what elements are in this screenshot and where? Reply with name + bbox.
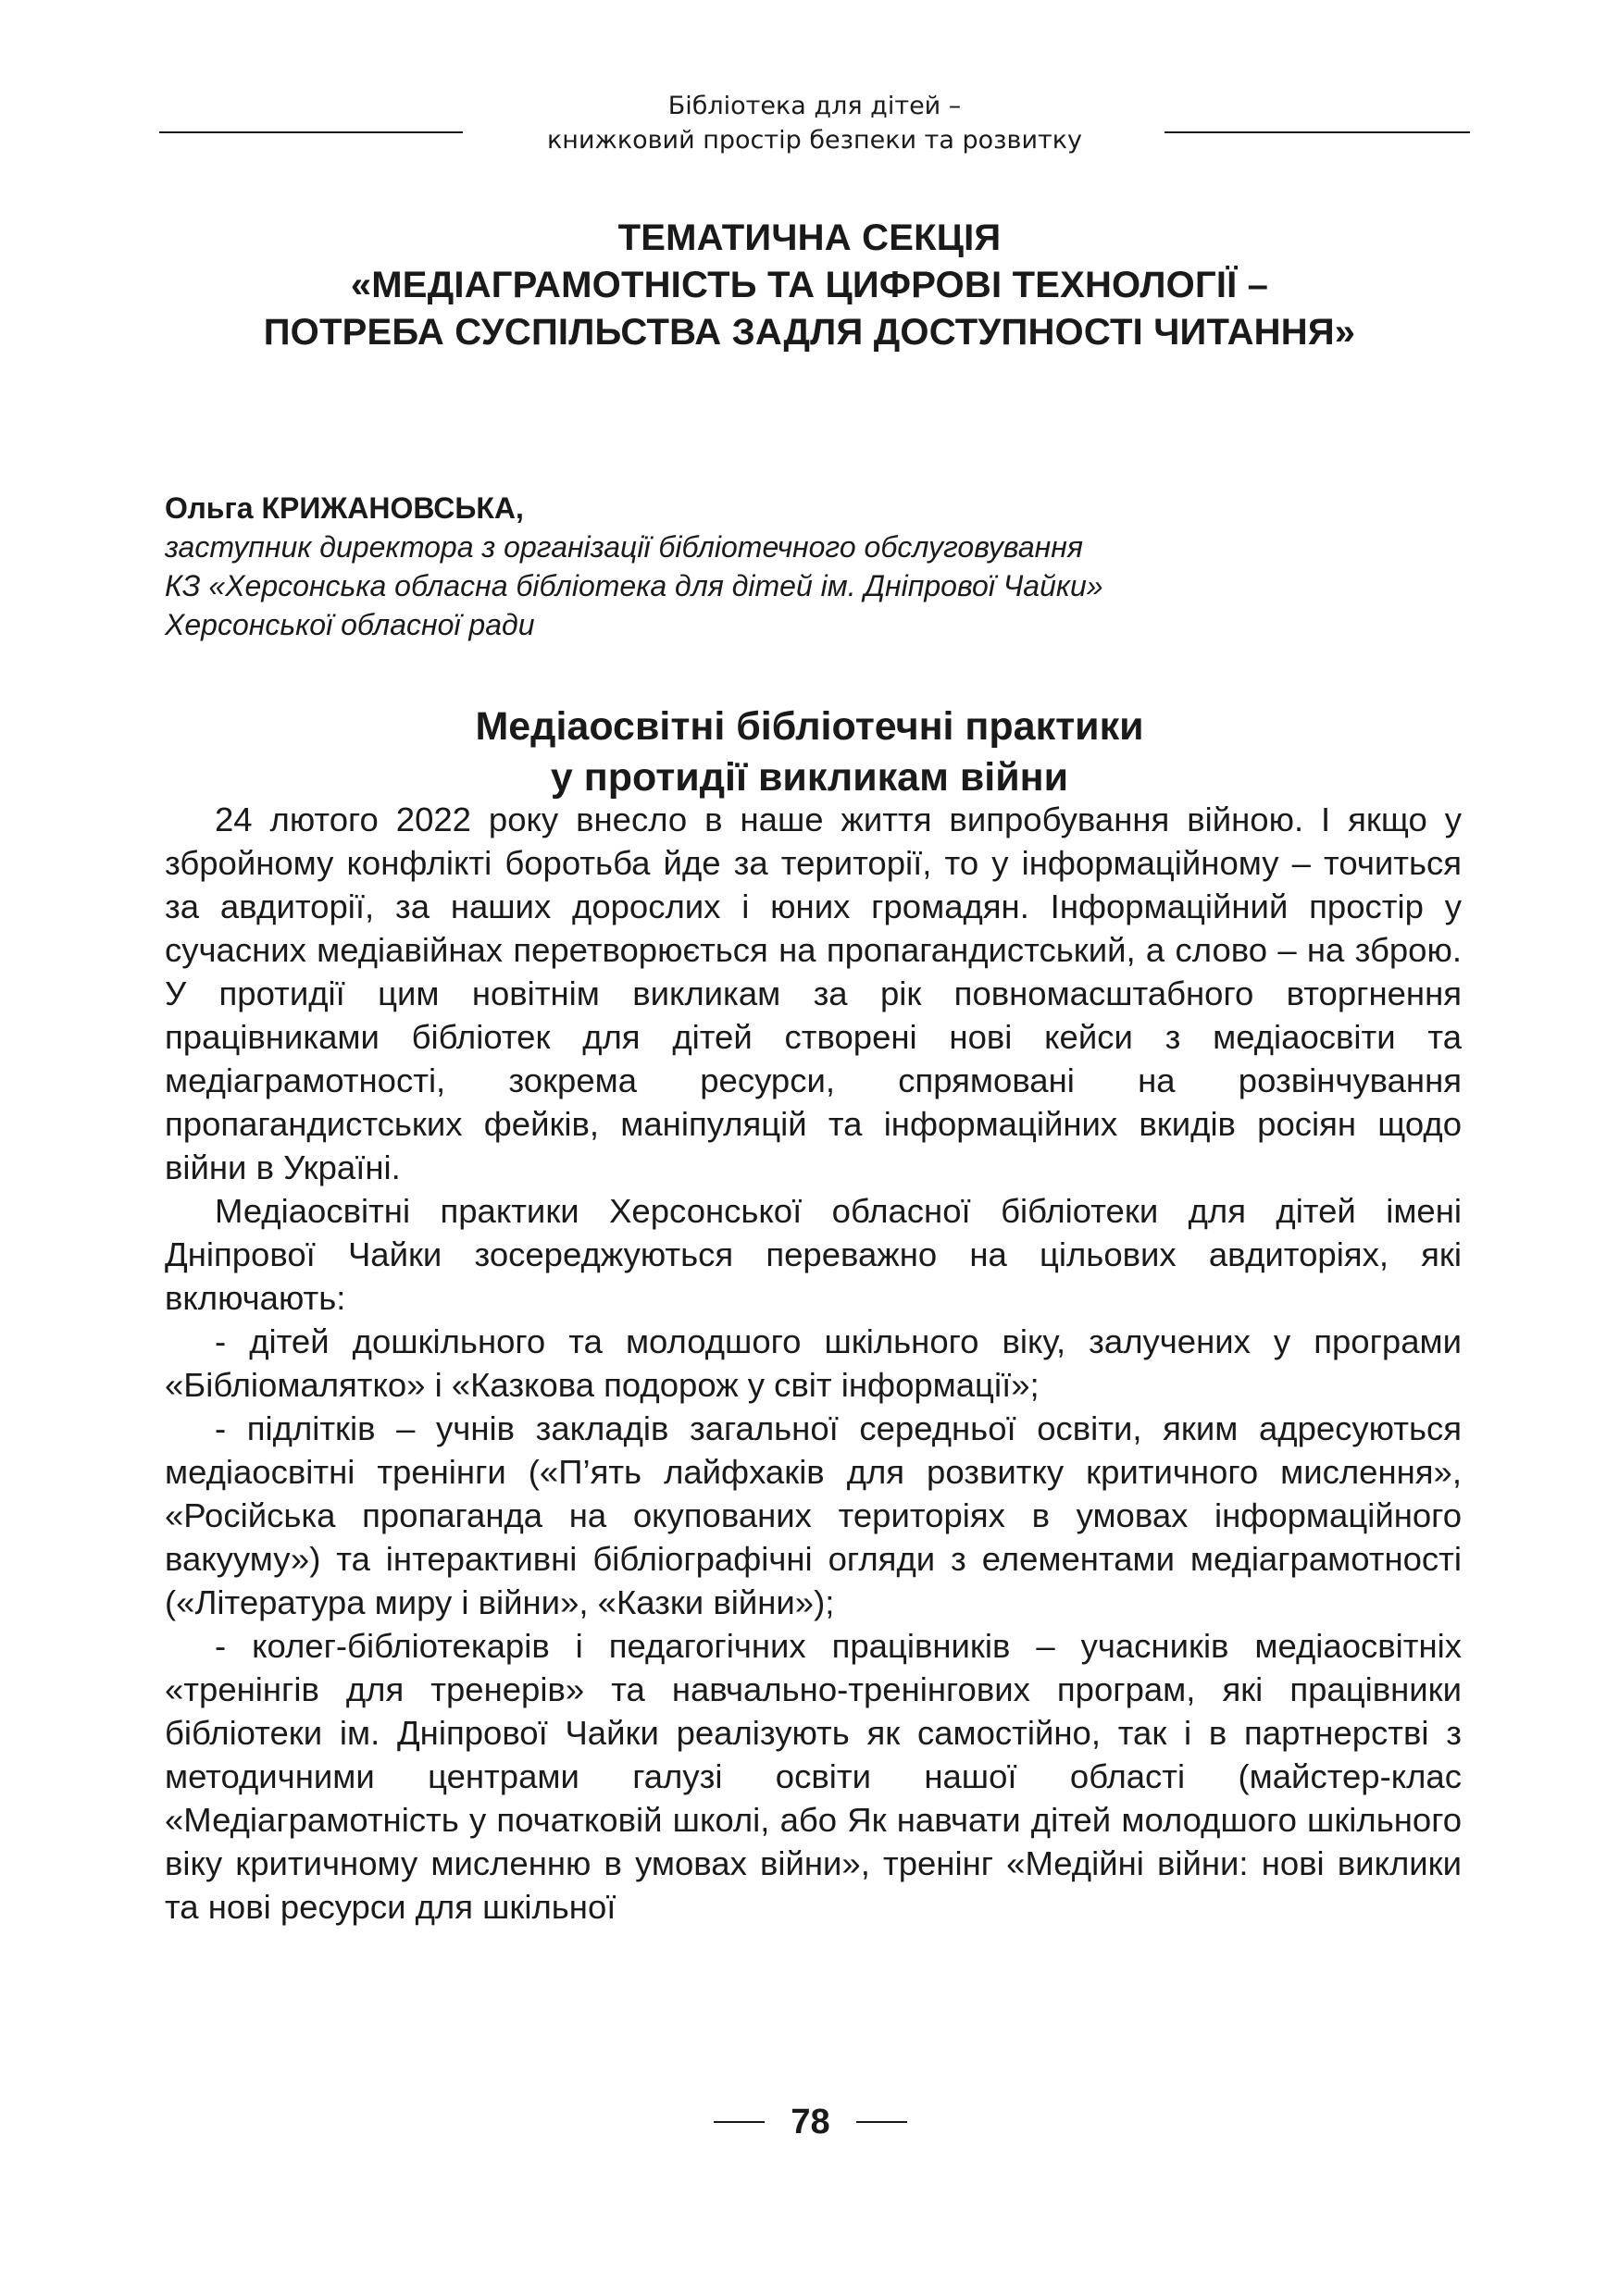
header-rule-left [159, 131, 463, 133]
page-footer [0, 2099, 1619, 2145]
body-paragraph: 24 лютого 2022 року внесло в наше життя випробування війною. І якщо у збройному конфлікті боротьба йде за території, то у інформаційному – точиться за авдиторії, за наших дорослих і юних громадян. Інформаційний простір у сучасних медіавійнах перетворюється на пропагандистський, а слово – на зброю. У протидії цим новітнім викликам за рік повномасштабного вторгнення працівниками бібліотек для дітей створені нові кейси з медіаосвіти та медіаграмотності, зокрема ресурси, спрямовані на розвінчування пропагандистських фейків, маніпуляцій та інформаційних вкидів росіян щодо війни в Україні. [165, 800, 1462, 1186]
article-title-line-1: Медіаосвітні бібліотечні практики [475, 704, 1144, 749]
author-position: заступник директора з організації бібліотечного обслуговування [165, 530, 1083, 564]
page-number: 78 [791, 2103, 830, 2141]
article-title [111, 701, 1508, 803]
section-title-line-3: ПОТРЕБА СУСПІЛЬСТВА ЗАДЛЯ ДОСТУПНОСТІ ЧИТАННЯ» [263, 312, 1356, 353]
body-paragraph: - підлітків – учнів закладів загальної середньої освіти, яким адресуються медіаосвітні тренінги («П’ять лайфхаків для розвитку критичного мислення», «Російська пропаганда на окупованих територіях в умовах інформаційного вакууму») та інтерактивні бібліографічні огляди з елементами медіаграмотності («Література миру і війни», «Казки війни»); [165, 1409, 1462, 1621]
footer-rule-right [856, 2121, 907, 2123]
section-title-line-1: ТЕМАТИЧНА СЕКЦІЯ [617, 217, 1002, 258]
footer-rule-left [714, 2121, 765, 2123]
author-block [165, 489, 1461, 644]
running-header-line-2: книжковий простір безпеки та розвитку [546, 126, 1083, 155]
article-body [165, 798, 1462, 1929]
article-title-line-2: у протидії викликам війни [550, 755, 1069, 800]
author-name: Ольга КРИЖАНОВСЬКА, [165, 491, 524, 525]
section-title [111, 215, 1508, 356]
author-institution: КЗ «Херсонська обласна бібліотека для дітей ім. Дніпрової Чайки» [165, 569, 1103, 602]
section-title-line-2: «МЕДІАГРАМОТНІСТЬ ТА ЦИФРОВІ ТЕХНОЛОГІЇ – [350, 265, 1269, 305]
header-rule-right [1164, 131, 1470, 133]
running-header-text [481, 89, 1148, 157]
body-paragraph: Медіаосвітні практики Херсонської обласної бібліотеки для дітей імені Дніпрової Чайки зосереджуються переважно на цільових авдиторіях, які включають: [165, 1192, 1462, 1317]
author-authority: Херсонської обласної ради [165, 608, 535, 641]
body-paragraph: - колег-бібліотекарів і педагогічних працівників – учасників медіаосвітніх «тренінгів для тренерів» та навчально-тренінгових програм, які працівники бібліотеки ім. Дніпрової Чайки реалізують як самостійно, так і в партнерстві з методичними центрами галузі освіти нашої області (майстер-клас «Медіаграмотність у початковій школі, або Як навчати дітей молодшого шкільного віку критичному мисленню в умовах війни», тренінг «Медійні війни: нові виклики та нові ресурси для шкільної [165, 1627, 1462, 1926]
body-paragraph: - дітей дошкільного та молодшого шкільного віку, залучених у програми «Бібліомалятко» і «Казкова подорож у світ інформації»; [165, 1322, 1462, 1404]
running-header-line-1: Бібліотека для дітей – [667, 92, 962, 120]
